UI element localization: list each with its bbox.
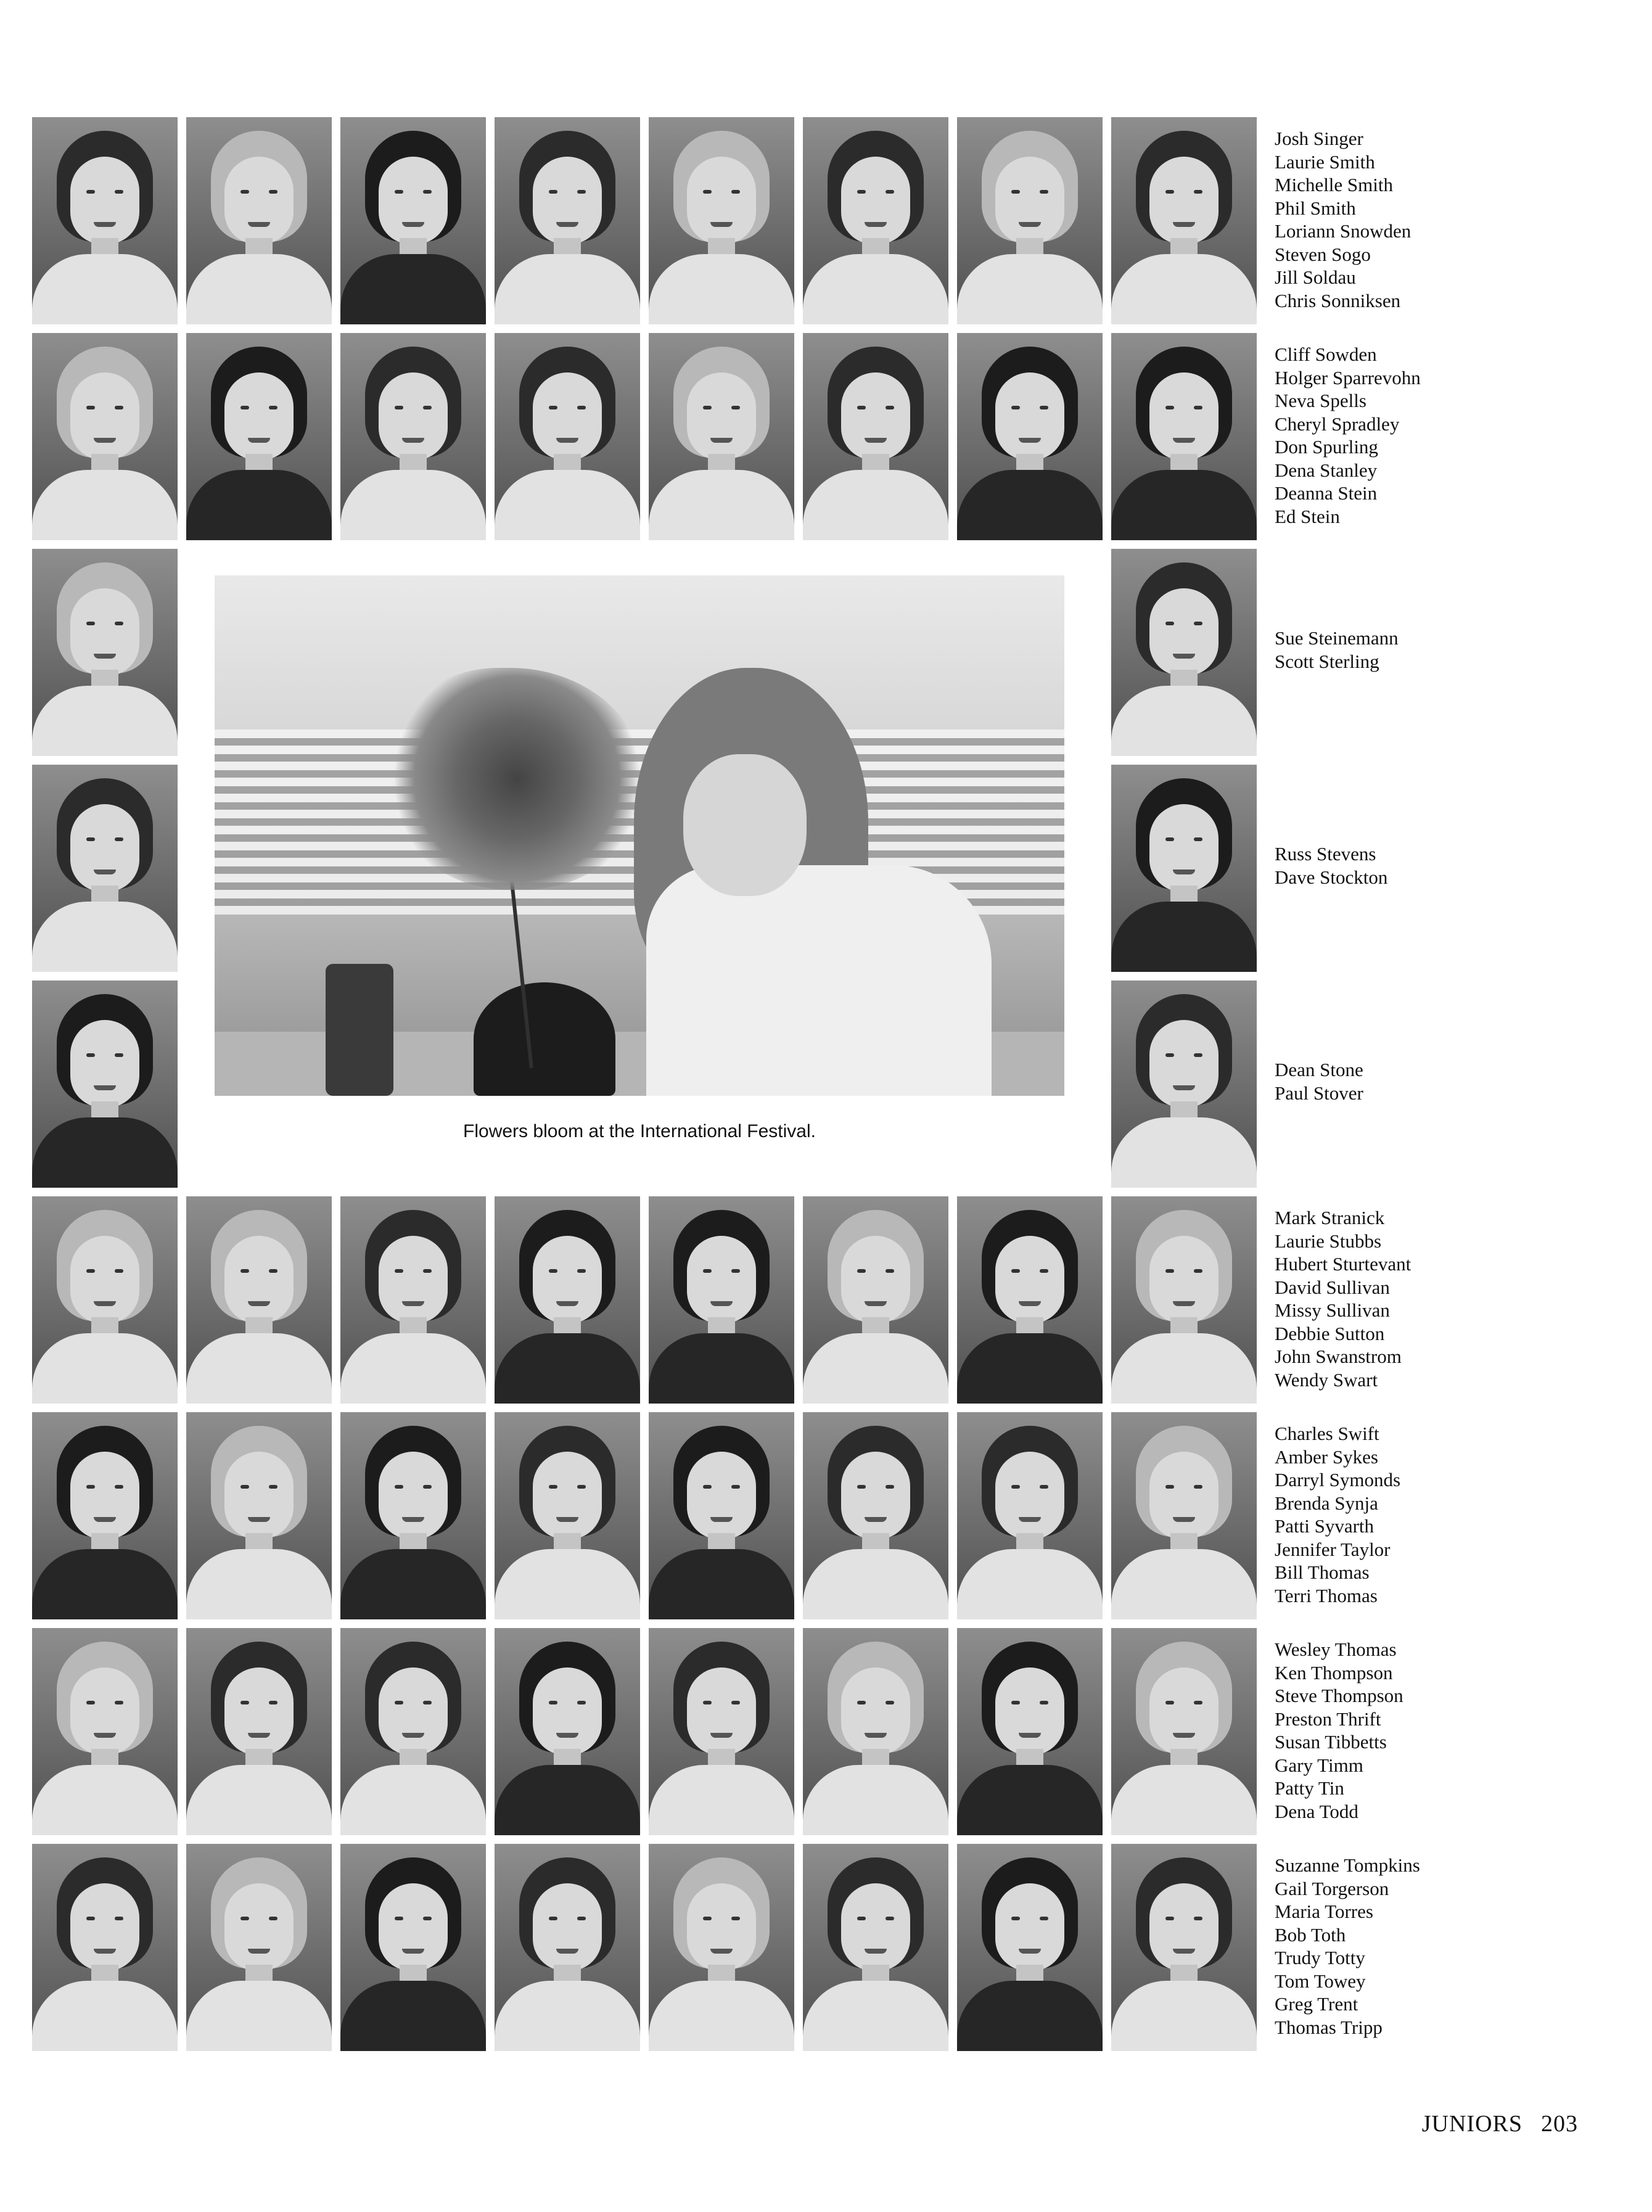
student-name: Jennifer Taylor — [1275, 1538, 1391, 1560]
name-list-row-6 — [1275, 1206, 1411, 1391]
student-name: Josh Singer — [1275, 128, 1363, 149]
student-name: Tom Towey — [1275, 1970, 1366, 1992]
feature-photo — [215, 575, 1064, 1096]
portrait-photo — [1111, 1844, 1257, 2051]
student-name: Wesley Thomas — [1275, 1638, 1397, 1660]
student-name: Mark Stranick — [1275, 1207, 1385, 1228]
student-name: Amber Sykes — [1275, 1445, 1378, 1468]
portrait-photo — [340, 1628, 486, 1835]
student-name: Phil Smith — [1275, 197, 1356, 219]
portrait-photo — [1111, 1412, 1257, 1619]
feature-photo-caption: Flowers bloom at the International Festival. — [463, 1121, 816, 1141]
portrait-photo — [1111, 1196, 1257, 1404]
page-footer — [1422, 2110, 1578, 2137]
student-name: Ken Thompson — [1275, 1661, 1393, 1684]
portrait-photo — [649, 1196, 794, 1404]
portrait-photo — [32, 1196, 178, 1404]
student-name: Laurie Stubbs — [1275, 1230, 1382, 1252]
student-name: Deanna Stein — [1275, 482, 1378, 504]
student-name: Debbie Sutton — [1275, 1322, 1385, 1344]
student-name: Greg Trent — [1275, 1993, 1358, 2015]
name-list-row-1 — [1275, 127, 1411, 312]
student-name: Paul Stover — [1275, 1082, 1363, 1104]
student-name: Chris Sonniksen — [1275, 289, 1401, 311]
student-body — [646, 865, 992, 1096]
student-name: Suzanne Tompkins — [1275, 1854, 1420, 1876]
student-name: David Sullivan — [1275, 1276, 1390, 1298]
portrait-photo — [1111, 1628, 1257, 1835]
portrait-photo — [340, 117, 486, 324]
portrait-photo — [32, 1628, 178, 1835]
student-name: Preston Thrift — [1275, 1708, 1381, 1730]
portrait-photo — [32, 1844, 178, 2051]
student-name: Missy Sullivan — [1275, 1299, 1390, 1321]
student-name: Dean Stone — [1275, 1059, 1363, 1080]
student-name: Trudy Totty — [1275, 1947, 1365, 1968]
portrait-photo — [186, 1628, 332, 1835]
name-list-row-7 — [1275, 1422, 1400, 1607]
portrait-photo — [957, 333, 1103, 540]
paper-flower — [387, 668, 646, 890]
student-name: Bob Toth — [1275, 1923, 1346, 1946]
portrait-photo — [340, 1844, 486, 2051]
student-face — [683, 754, 807, 896]
portrait-photo — [495, 1628, 640, 1835]
student-name: Terri Thomas — [1275, 1584, 1378, 1606]
name-list-row-9 — [1275, 1854, 1420, 2039]
portrait-photo — [1111, 981, 1257, 1188]
portrait-photo — [957, 1844, 1103, 2051]
portrait-photo — [957, 1628, 1103, 1835]
student-name: Holger Sparrevohn — [1275, 366, 1421, 389]
student-name: Scott Sterling — [1275, 650, 1379, 672]
student-name: Dena Stanley — [1275, 459, 1378, 481]
student-name: Patti Syvarth — [1275, 1515, 1375, 1537]
portrait-photo — [32, 549, 178, 756]
student-name: Wendy Swart — [1275, 1368, 1378, 1391]
student-name: Don Spurling — [1275, 436, 1378, 458]
student-name: Maria Torres — [1275, 1901, 1373, 1922]
student-name: Gary Timm — [1275, 1754, 1363, 1776]
student-name: Steve Thompson — [1275, 1685, 1403, 1706]
portrait-photo — [1111, 117, 1257, 324]
student-name: Loriann Snowden — [1275, 220, 1412, 242]
portrait-photo — [495, 333, 640, 540]
portrait-photo — [803, 1628, 948, 1835]
vase — [474, 982, 615, 1096]
student-name: Darryl Symonds — [1275, 1469, 1401, 1490]
name-list-row-4 — [1275, 842, 1387, 889]
page-number: 203 — [1541, 2111, 1578, 2137]
portrait-photo — [186, 117, 332, 324]
portrait-photo — [340, 333, 486, 540]
portrait-photo — [495, 1412, 640, 1619]
portrait-photo — [803, 333, 948, 540]
portrait-photo — [186, 333, 332, 540]
student-name: Hubert Sturtevant — [1275, 1253, 1412, 1275]
student-name: Charles Swift — [1275, 1423, 1379, 1444]
portrait-photo — [649, 1844, 794, 2051]
portrait-photo — [803, 1196, 948, 1404]
portrait-photo — [803, 1412, 948, 1619]
portrait-photo — [32, 117, 178, 324]
portrait-photo — [649, 117, 794, 324]
portrait-photo — [957, 1196, 1103, 1404]
student-name: Russ Stevens — [1275, 843, 1376, 865]
portrait-photo — [186, 1412, 332, 1619]
thread-spool — [326, 964, 393, 1096]
student-name: Cheryl Spradley — [1275, 413, 1400, 435]
portrait-photo — [495, 1196, 640, 1404]
student-name: Sue Steinemann — [1275, 627, 1399, 649]
student-name: Steven Sogo — [1275, 243, 1371, 265]
portrait-photo — [803, 1844, 948, 2051]
student-name: Jill Soldau — [1275, 266, 1356, 288]
portrait-photo — [495, 117, 640, 324]
portrait-photo — [32, 1412, 178, 1619]
student-name: Dave Stockton — [1275, 866, 1388, 888]
student-name: Cliff Sowden — [1275, 343, 1377, 365]
portrait-photo — [186, 1196, 332, 1404]
portrait-photo — [186, 1844, 332, 2051]
student-name: Thomas Tripp — [1275, 2016, 1383, 2038]
portrait-photo — [32, 333, 178, 540]
student-name: Susan Tibbetts — [1275, 1731, 1387, 1753]
section-title: JUNIORS — [1421, 2111, 1523, 2137]
student-name: Dena Todd — [1275, 1800, 1358, 1822]
student-name: Michelle Smith — [1275, 174, 1394, 195]
portrait-photo — [340, 1196, 486, 1404]
portrait-photo — [1111, 333, 1257, 540]
portrait-photo — [32, 981, 178, 1188]
student-name: Ed Stein — [1275, 505, 1340, 527]
portrait-photo — [957, 117, 1103, 324]
name-list-row-5 — [1275, 1058, 1363, 1104]
portrait-photo — [649, 1628, 794, 1835]
name-list-row-3 — [1275, 627, 1399, 673]
student-name: Patty Tin — [1275, 1777, 1344, 1799]
student-name: Neva Spells — [1275, 390, 1366, 411]
portrait-photo — [649, 1412, 794, 1619]
portrait-photo — [495, 1844, 640, 2051]
student-name: Laurie Smith — [1275, 150, 1375, 173]
portrait-photo — [649, 333, 794, 540]
portrait-photo — [340, 1412, 486, 1619]
student-name: Bill Thomas — [1275, 1561, 1370, 1583]
name-list-row-8 — [1275, 1638, 1403, 1823]
portrait-photo — [1111, 765, 1257, 972]
student-name: Brenda Synja — [1275, 1492, 1378, 1514]
portrait-photo — [803, 117, 948, 324]
portrait-photo — [1111, 549, 1257, 756]
portrait-photo — [957, 1412, 1103, 1619]
student-name: John Swanstrom — [1275, 1346, 1402, 1367]
student-name: Gail Torgerson — [1275, 1877, 1389, 1899]
portrait-photo — [32, 765, 178, 972]
name-list-row-2 — [1275, 343, 1421, 528]
